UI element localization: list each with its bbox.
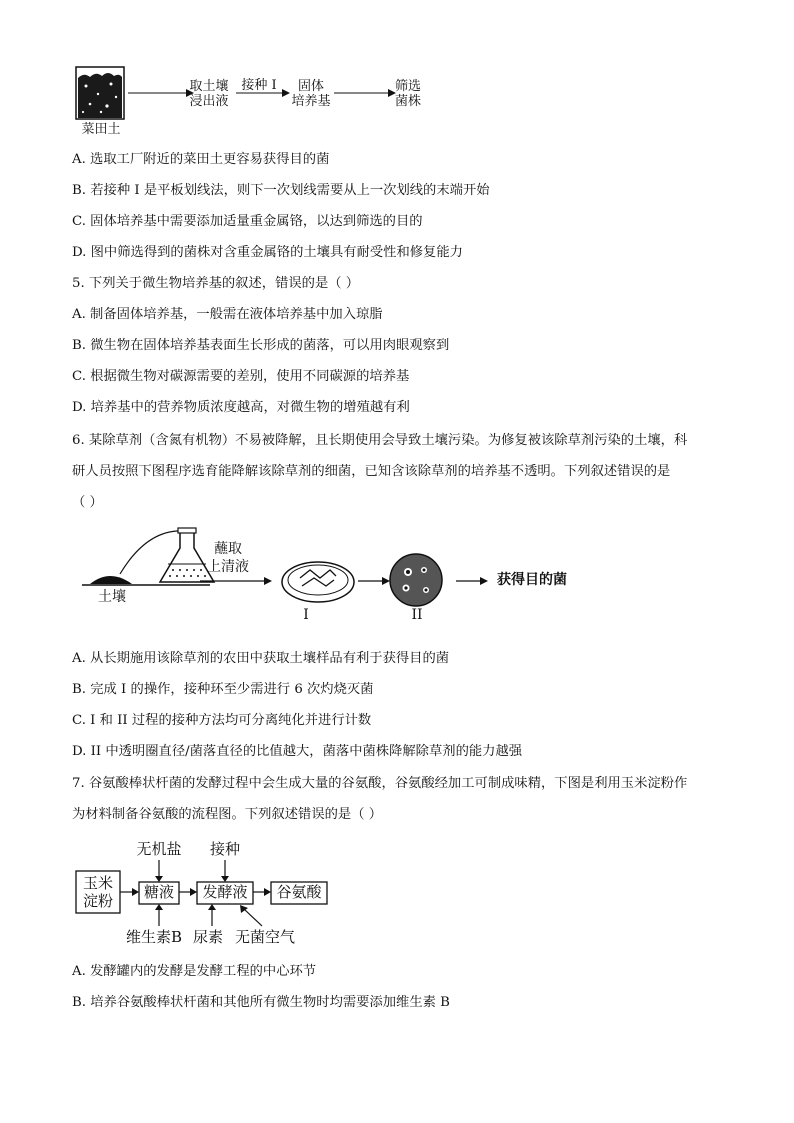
q6-soil-label: 土壤 xyxy=(98,589,126,605)
q4-option-c: C. 固体培养基中需要添加适量重金属铬，以达到筛选的目的 xyxy=(72,214,423,229)
arrow-2 xyxy=(236,88,296,98)
q6-stem-line-2: 研人员按照下图程序选育能降解该除草剂的细菌，已知含该除草剂的培养基不透明。下列叙述错误的是 xyxy=(72,464,671,479)
q4-option-b: B. 若接种 I 是平板划线法，则下一次划线需要从上一次划线的末端开始 xyxy=(72,183,490,198)
plate-ii-label: II xyxy=(411,607,423,623)
q6-option-b: B. 完成 I 的操作，接种环至少需进行 6 次灼烧灭菌 xyxy=(72,682,374,697)
step2-label: 固体 培养基 xyxy=(291,79,331,109)
corn-starch-box-label: 玉米 淀粉 xyxy=(82,874,113,910)
q5-stem: 5. 下列关于微生物培养基的叙述，错误的是（ ） xyxy=(72,276,360,291)
soil-label: 菜田土 xyxy=(81,122,121,137)
q7-stem-line-1: 7. 谷氨酸棒状杆菌的发酵过程中会生成大量的谷氨酸，谷氨酸经加工可制成味精，下图是利用玉米淀粉作 xyxy=(72,776,688,791)
q5-option-b: B. 微生物在固体培养基表面生长形成的菌落，可以用肉眼观察到 xyxy=(72,338,450,353)
q5-option-d: D. 培养基中的营养物质浓度越高，对微生物的增殖越有利 xyxy=(72,400,410,415)
inoculation-label: 接种 I xyxy=(241,78,277,93)
urea-label: 尿素 xyxy=(192,928,223,946)
soil-beaker-figure xyxy=(74,64,134,124)
q6-stem-line-3: （ ） xyxy=(72,495,103,510)
q4-option-a: A. 选取工厂附近的菜田土更容易获得目的菌 xyxy=(72,152,330,167)
plate-i-label: I xyxy=(303,607,309,623)
vitamin-b-label: 维生素B xyxy=(125,928,183,946)
q6-option-d: D. II 中透明圈直径/菌落直径的比值越大，菌落中菌株降解除草剂的能力越强 xyxy=(72,744,523,759)
q7-option-a: A. 发酵罐内的发酵是发酵工程的中心环节 xyxy=(72,964,317,979)
dip-label: 蘸取 上清液 xyxy=(207,541,249,575)
glutamate-box-label: 谷氨酸 xyxy=(276,883,322,901)
q5-option-a: A. 制备固体培养基，一般需在液体培养基中加入琼脂 xyxy=(72,307,383,322)
q7-stem-line-2: 为材料制备谷氨酸的流程图。下列叙述错误的是（ ） xyxy=(72,807,383,822)
q6-arrow-1 xyxy=(200,576,280,586)
q6-arrow-3 xyxy=(456,576,496,586)
inoculation-top-label: 接种 xyxy=(209,840,240,858)
step3-label: 筛选 菌株 xyxy=(394,79,421,109)
inorganic-salt-label: 无机盐 xyxy=(136,840,182,858)
q7-option-b: B. 培养谷氨酸棒状杆菌和其他所有微生物时均需要添加维生素 B xyxy=(72,995,450,1010)
q6-option-c: C. I 和 II 过程的接种方法均可分离纯化并进行计数 xyxy=(72,713,372,728)
step1-label: 取土壤 浸出液 xyxy=(189,79,229,109)
q6-stem-line-1: 6. 某除草剂（含氮有机物）不易被降解，且长期使用会导致土壤污染。为修复被该除草剂污染的土壤，科 xyxy=(72,433,688,448)
colony-plate-figure xyxy=(388,552,448,612)
ferment-liquid-box-label: 发酵液 xyxy=(202,883,248,901)
q6-option-a: A. 从长期施用该除草剂的农田中获取土壤样品有利于获得目的菌 xyxy=(72,651,450,666)
streak-plate-figure xyxy=(280,558,360,608)
q4-option-d: D. 图中筛选得到的菌株对含重金属铬的土壤具有耐受性和修复能力 xyxy=(72,245,463,260)
result-label: 获得目的菌 xyxy=(497,572,567,588)
sugar-liquid-box-label: 糖液 xyxy=(143,883,174,901)
sterile-air-label: 无菌空气 xyxy=(234,928,295,946)
q5-option-c: C. 根据微生物对碳源需要的差别，使用不同碳源的培养基 xyxy=(72,369,410,384)
